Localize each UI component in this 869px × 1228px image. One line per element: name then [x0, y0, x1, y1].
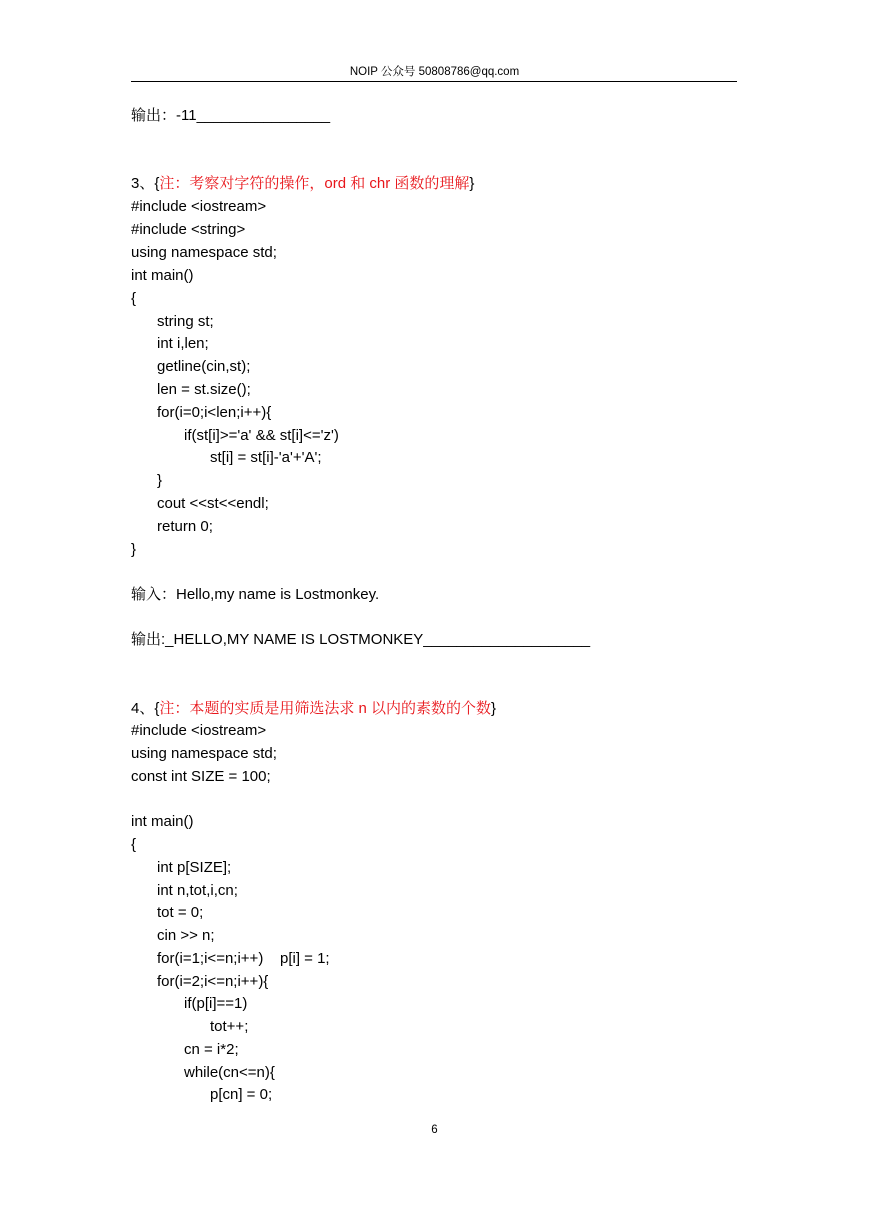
code-line: int main() — [131, 813, 194, 830]
code-line: int main() — [131, 267, 194, 284]
question-3-heading — [131, 173, 474, 195]
code-line: cn = i*2; — [184, 1041, 239, 1058]
code-line: for(i=1;i<=n;i++) p[i] = 1; — [157, 950, 330, 967]
code-line: getline(cin,st); — [157, 358, 251, 375]
page-header: NOIP 公众号 50808786@qq.com — [349, 66, 520, 78]
question-4-heading — [131, 698, 496, 720]
code-line: cout <<st<<endl; — [157, 495, 269, 512]
code-line: for(i=2;i<=n;i++){ — [157, 973, 269, 990]
code-line: #include <iostream> — [131, 198, 267, 215]
code-line: string st; — [157, 313, 214, 330]
question-3-input: 输入：Hello,my name is Lostmonkey. — [131, 586, 380, 603]
code-line: #include <iostream> — [131, 722, 267, 739]
question-3-close: } — [469, 175, 475, 192]
code-line: using namespace std; — [131, 745, 277, 762]
code-line: #include <string> — [131, 221, 246, 238]
code-line: tot = 0; — [157, 904, 204, 921]
code-line: for(i=0;i<len;i++){ — [157, 404, 272, 421]
code-line: p[cn] = 0; — [210, 1086, 273, 1103]
question-3-output: 输出:_HELLO,MY NAME IS LOSTMONKEY____________________ — [131, 631, 591, 648]
code-line: int i,len; — [157, 335, 209, 352]
code-line: cin >> n; — [157, 927, 215, 944]
header-rule — [131, 81, 737, 82]
question-3-number: 3、{ — [131, 175, 160, 192]
code-line: if(p[i]==1) — [184, 995, 248, 1012]
question-4-number: 4、{ — [131, 700, 160, 717]
code-line: const int SIZE = 100; — [131, 768, 271, 785]
question-4-note: 注：本题的实质是用筛选法求 n 以内的素数的个数 — [159, 700, 492, 717]
code-line: while(cn<=n){ — [184, 1064, 275, 1081]
code-line: { — [131, 836, 137, 853]
code-line: if(st[i]>='a' && st[i]<='z') — [184, 427, 339, 444]
code-line: len = st.size(); — [157, 381, 251, 398]
question-3-note: 注：考察对字符的操作，ord 和 chr 函数的理解 — [159, 175, 470, 192]
code-line: using namespace std; — [131, 244, 277, 261]
question-4-close: } — [491, 700, 497, 717]
answer-2-output: 输出：-11________________ — [131, 107, 331, 124]
code-line: int p[SIZE]; — [157, 859, 232, 876]
code-line: return 0; — [157, 518, 213, 535]
code-line: int n,tot,i,cn; — [157, 882, 238, 899]
code-line: { — [131, 290, 137, 307]
code-line: st[i] = st[i]-'a'+'A'; — [210, 449, 322, 466]
page-number: 6 — [431, 1124, 438, 1136]
code-line: } — [157, 472, 163, 489]
code-line: tot++; — [210, 1018, 249, 1035]
code-line: } — [131, 541, 137, 558]
